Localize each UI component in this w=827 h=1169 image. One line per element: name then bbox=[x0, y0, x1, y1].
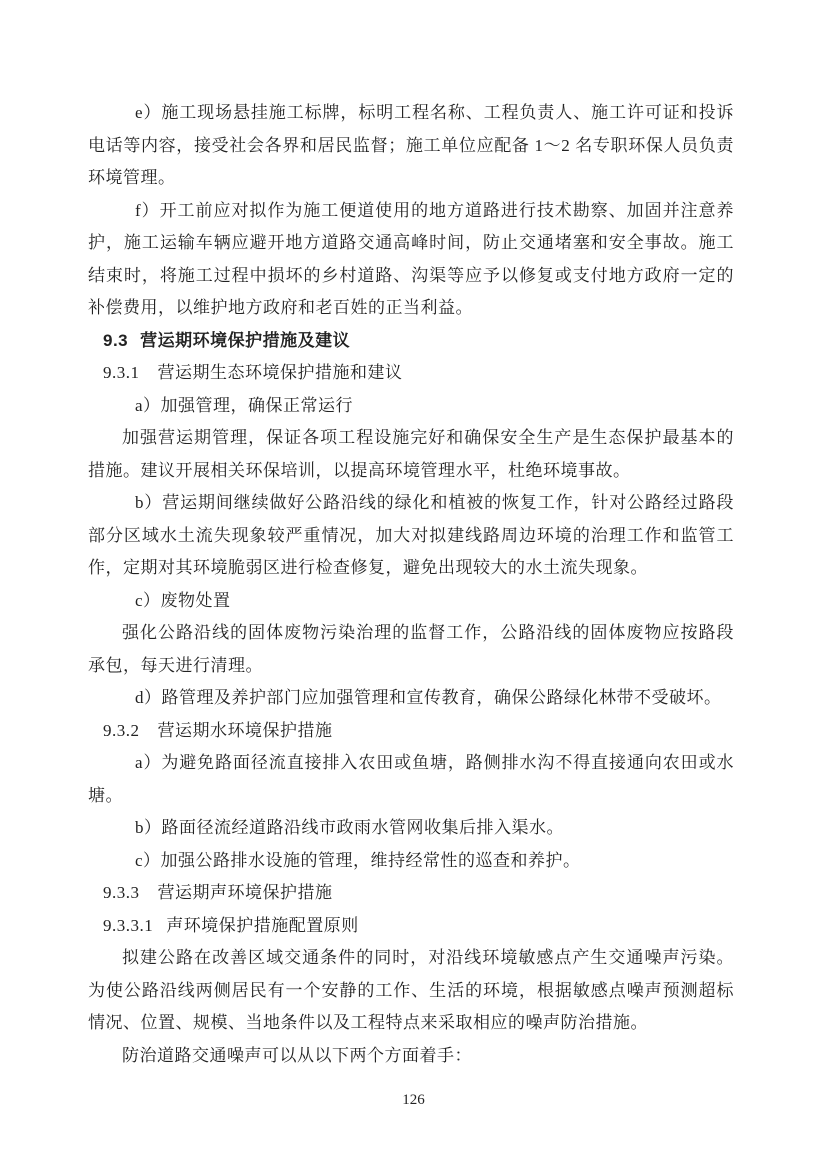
list-item-paragraph: f）开工前应对拟作为施工便道使用的地方道路进行技术勘察、加固并注意养护，施工运输车辆应避开地方道路交通高峰时间，防止交通堵塞和安全事故。施工结束时，将施工过程中损坏的乡村道路、沟渠等应予以修复或支付地方政府一定的补偿费用，以维护地方政府和老百姓的正当利益。 bbox=[88, 200, 734, 317]
list-item-paragraph: d）路管理及养护部门应加强管理和宣传教育，确保公路绿化林带不受破坏。 bbox=[135, 688, 722, 707]
section-heading bbox=[88, 357, 734, 390]
section-heading bbox=[88, 325, 734, 358]
heading-title: 声环境保护措施配置原则 bbox=[166, 915, 359, 935]
heading-number: 9.3.3 bbox=[103, 883, 140, 902]
list-item-paragraph: a）加强管理，确保正常运行 bbox=[135, 395, 354, 415]
section-heading bbox=[88, 877, 734, 910]
heading-number: 9.3.2 bbox=[103, 720, 140, 740]
section-heading bbox=[88, 715, 734, 748]
list-item-paragraph: c）加强公路排水设施的管理，维持经常性的巡查和养护。 bbox=[135, 850, 581, 870]
heading-title: 营运期声环境保护措施 bbox=[157, 883, 333, 902]
heading-number: 9.3.1 bbox=[103, 363, 140, 382]
list-item-paragraph: b）路面径流经道路沿线市政雨水管网收集后排入渠水。 bbox=[135, 818, 564, 837]
heading-number: 9.3 bbox=[103, 330, 129, 350]
heading-number: 9.3.3.1 bbox=[103, 915, 154, 935]
body-paragraph: 拟建公路在改善区域交通条件的同时，对沿线环境敏感点产生交通噪声污染。为使公路沿线两侧居民有一个安静的工作、生活的环境，根据敏感点噪声预测超标情况、位置、规模、当地条件以及工程特点来采取相应的噪声防治措施。 bbox=[88, 948, 734, 1032]
page-number: 126 bbox=[402, 1092, 425, 1108]
heading-title: 营运期生态环境保护措施和建议 bbox=[157, 363, 403, 382]
list-item-paragraph: b）营运期间继续做好公路沿线的绿化和植被的恢复工作，针对公路经过路段部分区域水土流失现象较严重情况，加大对拟建线路周边环境的治理工作和监管工作，定期对其环境脆弱区进行检查修复，避免出现较大的水土流失现象。 bbox=[88, 493, 734, 577]
body-paragraph: 加强营运期管理，保证各项工程设施完好和确保安全生产是生态保护最基本的措施。建议开展相关环保培训，以提高环境管理水平，杜绝环境事故。 bbox=[88, 428, 734, 480]
list-item-paragraph: a）为避免路面径流直接排入农田或鱼塘，路侧排水沟不得直接通向农田或水塘。 bbox=[88, 753, 734, 805]
body-paragraph: 强化公路沿线的固体废物污染治理的监督工作，公路沿线的固体废物应按路段承包，每天进行清理。 bbox=[88, 623, 734, 675]
list-item-paragraph: e）施工现场悬挂施工标牌，标明工程名称、工程负责人、施工许可证和投诉电话等内容，接受社会各界和居民监督；施工单位应配备 1～2 名专职环保人员负责环境管理。 bbox=[88, 103, 734, 187]
heading-title: 营运期水环境保护措施 bbox=[157, 720, 333, 740]
list-item-paragraph: c）废物处置 bbox=[135, 590, 231, 610]
heading-title: 营运期环境保护措施及建议 bbox=[140, 330, 351, 350]
document-body bbox=[88, 97, 734, 1072]
body-paragraph: 防治道路交通噪声可以从以下两个方面着手： bbox=[122, 1045, 472, 1065]
section-heading bbox=[88, 910, 734, 943]
